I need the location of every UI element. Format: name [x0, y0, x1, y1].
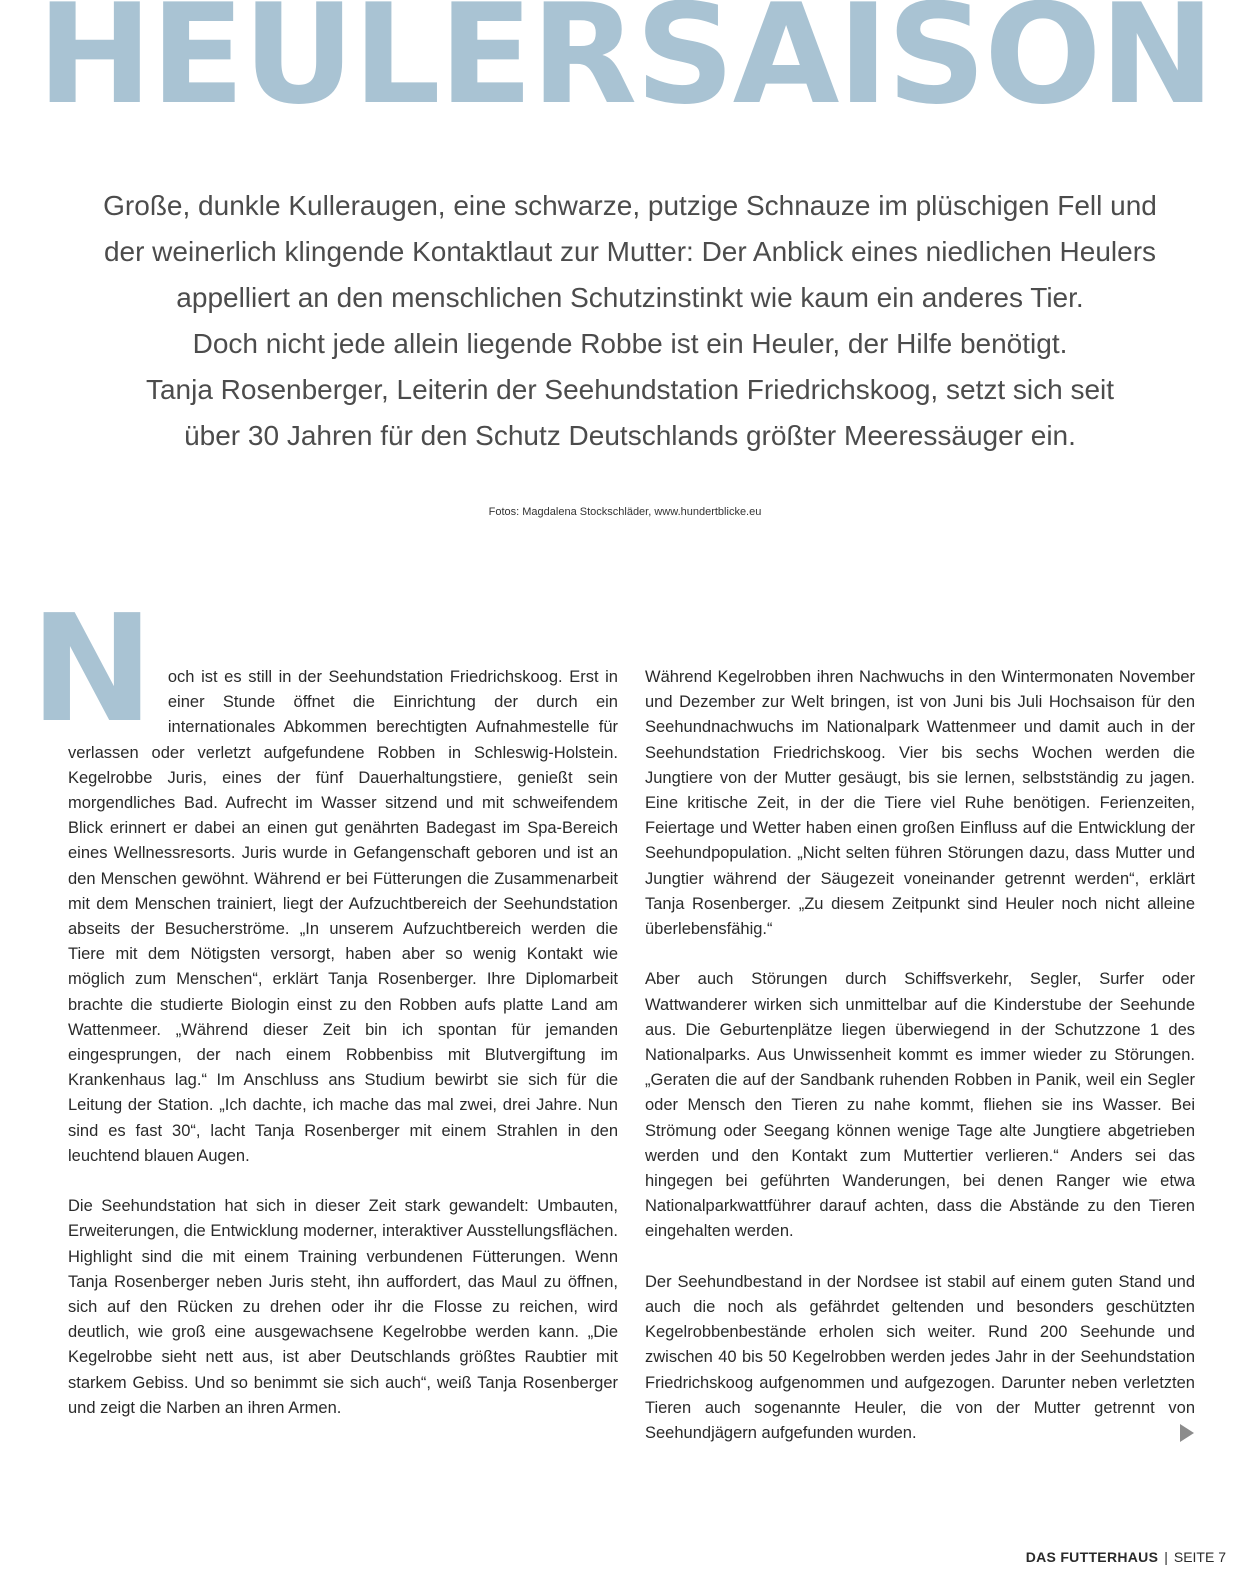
play-arrow-icon: [1180, 1424, 1194, 1442]
body-paragraph: [30, 583, 618, 1169]
page-number: SEITE 7: [1173, 1549, 1226, 1565]
intro-line: der weinerlich klingende Kontaktlaut zur Mutter: Der Anblick eines niedlichen Heulers: [103, 236, 1157, 267]
body-paragraph: Die Seehundstation hat sich in dieser Zeit stark gewandelt: Umbauten, Erweiterungen, die Entwicklung moderner, interaktiver Ausstellungsflächen. Highlight sind die mit einem Training verbundenen Fütterungen. Wenn Tanja Rosenberger neben Juris steht, ihn auffordert, das Maul zu öffnen, sich auf den Rücken zu drehen oder ihr die Flosse zu reichen, wird deutlich, wie groß eine ausgewachsene Kegelrobbe werden kann. „Die Kegelrobbe sieht nett aus, ist aber Deutschlands größtes Raubtier mit starkem Gebiss. Und so benimmt sie sich auch“, weiß Tanja Rosenberger und zeigt die Narben an ihren Armen.: [68, 1197, 618, 1417]
intro-line: Tanja Rosenberger, Leiterin der Seehundstation Friedrichskoog, setzt sich seit: [145, 374, 1115, 405]
body-paragraph: Während Kegelrobben ihren Nachwuchs in den Wintermonaten November und Dezember zur Welt bringen, ist von Juni bis Juli Hochsaison für den Seehundnachwuchs im Nationalpark Wattenmeer und damit auch in der Seehundstation Friedrichskoog. Vier bis sechs Wochen werden die Jungtiere von der Mutter gesäugt, bis sie lernen, selbstständig zu jagen. Eine kritische Zeit, in der die Tiere viel Ruhe benötigen. Ferienzeiten, Feiertage und Wetter haben einen großen Einfluss auf die Entwicklung der Seehundpopulation. „Nicht selten führen Störungen dazu, dass Mutter und Jungtier während der Säugezeit voneinander getrennt werden“, erklärt Tanja Rosenberger. „Zu diesem Zeitpunkt sind Heuler noch nicht alleine überlebensfähig.“: [645, 668, 1195, 939]
drop-cap: N: [30, 583, 154, 755]
photo-credit: Fotos: Magdalena Stockschläder, www.hundertblicke.eu: [488, 506, 762, 518]
article-column-right: [645, 665, 1195, 1446]
headline: HEULERSAISON: [36, 0, 1214, 135]
article-column-left: [30, 583, 618, 1421]
intro-line: Doch nicht jede allein liegende Robbe ist ein Heuler, der Hilfe benötigt.: [192, 328, 1068, 359]
footer-separator: |: [1164, 1549, 1168, 1565]
intro-line: Große, dunkle Kulleraugen, eine schwarze, putzige Schnauze im plüschigen Fell und: [103, 190, 1157, 221]
paragraph-text: och ist es still in der Seehundstation Friedrichskoog. Erst in einer Stunde öffnet die Einrichtung der durch ein internationales Abkommen berechtigten Aufnahmestelle für verlassen oder verletzt aufgefundene Robben in Schleswig-Holstein. Kegelrobbe Juris, eines der fünf Dauerhaltungstiere, genießt sein morgendliches Bad. Aufrecht im Wasser sitzend und mit schweifendem Blick erinnert er dabei an einen gut genährten Badegast im Spa-Bereich eines Wellnessresorts. Juris wurde in Gefangenschaft geboren und ist an den Menschen gewöhnt. Während er bei Fütterungen die Zusammenarbeit mit dem Menschen trainiert, liegt der Aufzuchtbereich der Seehundstation abseits der Besucherströme. „In unserem Aufzuchtbereich werden die Tiere mit dem Nötigsten versorgt, haben aber so wenig Kontakt wie möglich zum Menschen“, erklärt Tanja Rosenberger. Ihre Diplomarbeit brachte die studierte Biologin einst zu den Robben aufs platte Land am Wattenmeer. „Während dieser Zeit bin ich spontan für jemanden eingesprungen, der nach einem Robbenbiss mit Blutvergiftung im Krankenhaus lag.“ Im Anschluss ans Studium bewirbt sie sich für die Leitung der Station. „Ich dachte, ich mache das mal zwei, drei Jahre. Nun sind es fast 30“, lacht Tanja Rosenberger mit einem Strahlen in den leuchtend blauen Augen.: [68, 668, 618, 1165]
intro-line: appelliert an den menschlichen Schutzinstinkt wie kaum ein anderes Tier.: [176, 282, 1084, 313]
body-paragraph: Aber auch Störungen durch Schiffsverkehr, Segler, Surfer oder Wattwanderer wirken sich unmittelbar auf die Kinderstube der Seehunde aus. Die Geburtenplätze liegen überwiegend in der Schutzzone 1 des Nationalparks. Aus Unwissenheit kommt es immer wieder zu Störungen. „Geraten die auf der Sandbank ruhenden Robben in Panik, weil ein Segler oder Mensch den Tieren zu nahe kommt, fliehen sie ins Wasser. Bei Strömung oder Seegang können wenige Tage alte Jungtiere abgetrieben werden und den Kontakt zum Muttertier verlieren.“ Anders sei das hingegen bei geführten Wanderungen, bei denen Ranger wie etwa Nationalparkwattführer darauf achten, dass die Abstände zu den Tieren eingehalten werden.: [645, 970, 1195, 1241]
intro-lead: [80, 183, 1180, 459]
page-footer: [1026, 1549, 1226, 1565]
footer-brand: DAS FUTTERHAUS: [1025, 1549, 1159, 1565]
body-paragraph: Der Seehundbestand in der Nordsee ist stabil auf einem guten Stand und auch die noch als gefährdet geltenden und besonders geschützten Kegelrobbenbestände erholen sich weiter. Rund 200 Seehunde und zwischen 40 bis 50 Kegelrobben werden jedes Jahr in der Seehundstation Friedrichskoog aufgenommen und aufgezogen. Darunter neben verletzten Tieren auch sogenannte Heuler, die von der Mutter getrennt von Seehundjägern aufgefunden wurden.: [645, 1272, 1195, 1443]
intro-line: über 30 Jahren für den Schutz Deutschlands größter Meeressäuger ein.: [184, 420, 1076, 451]
